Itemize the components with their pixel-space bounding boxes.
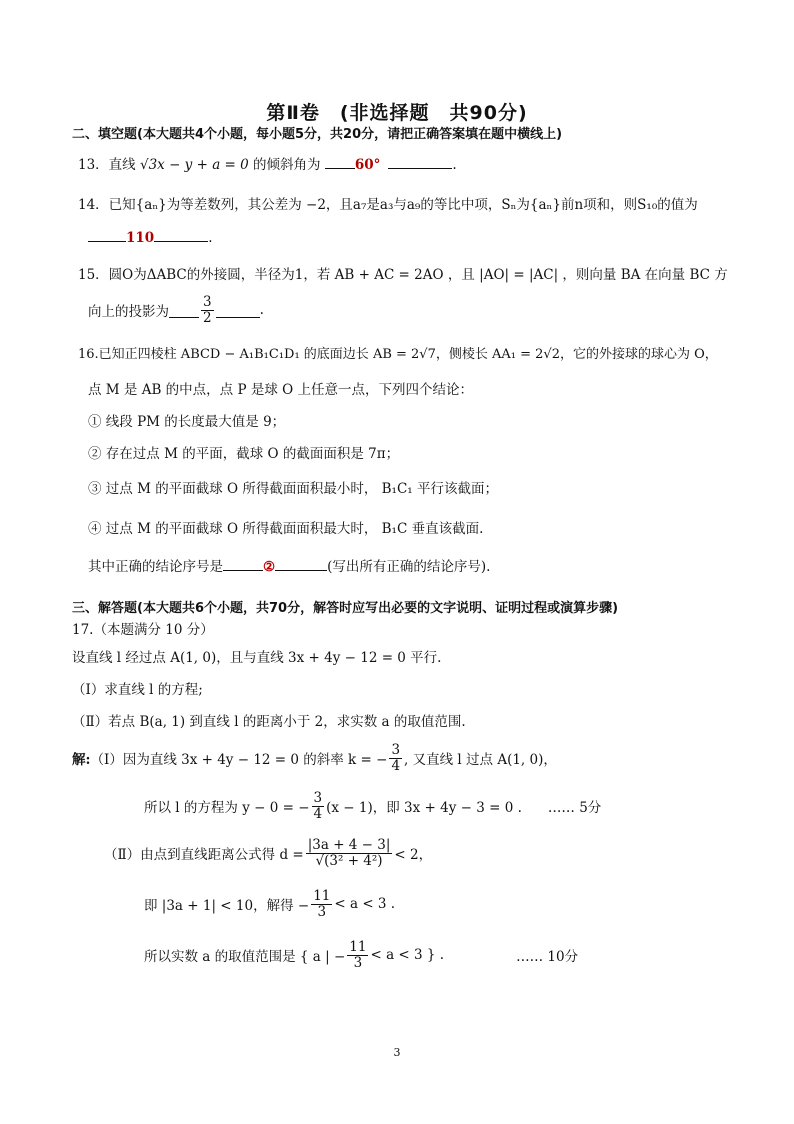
section-fill-in-header: 二、填空题(本大题共4个小题，每小题5分，共20分，请把正确答案填在题中横线上) xyxy=(72,127,563,142)
q15-prefix: 向上的投影为 xyxy=(88,304,169,320)
s2c-post: < a < 3 } . xyxy=(370,947,445,963)
q14-end: . xyxy=(208,230,213,246)
q13-suffix: 的倾斜角为 xyxy=(253,157,321,173)
s2b-post: < a < 3 . xyxy=(334,896,396,912)
q17-stem: 设直线 l 经过点 A(1, 0)，且与直线 3x + 4y − 12 = 0 平行. xyxy=(72,650,442,666)
question-13 xyxy=(78,153,457,173)
question-15-line1: 15．圆O为ΔABC的外接圆，半径为1，若 AB + AC = 2AO ，且 |AO| = |AC| ，则向量 BA 在向量 BC 方 xyxy=(78,267,728,283)
distance-fraction: $\frac{|3a + 4 - 3|}{\text{√(3² + 4²)}}$ xyxy=(307,836,391,869)
q16-answer: ② xyxy=(263,559,276,575)
solution-part1-line1 xyxy=(72,738,557,778)
q13-answer: 60° xyxy=(354,157,381,173)
q17-part-2: （Ⅱ）若点 B(a, 1) 到直线 l 的距离小于 2，求实数 a 的取值范围. xyxy=(72,714,466,730)
q16-final-prefix: 其中正确的结论序号是 xyxy=(88,559,223,575)
s1a-text: （Ⅰ）因为直线 3x + 4y − 12 = 0 的斜率 k = − xyxy=(90,752,388,768)
q16-final-suffix: (写出所有正确的结论序号). xyxy=(327,559,491,575)
question-14-line2 xyxy=(88,227,212,246)
s2a-prefix: （Ⅱ）由点到直线距离公式得 d = xyxy=(104,847,304,863)
score-5: …… 5分 xyxy=(547,800,602,816)
question-15-line2 xyxy=(88,290,264,330)
q15-answer-fraction: $\frac{3}{2}$ xyxy=(203,293,212,326)
score-10: …… 10分 xyxy=(516,949,579,965)
question-16-line2: 点 M 是 AB 的中点，点 P 是球 O 上任意一点，下列四个结论： xyxy=(88,382,473,398)
solution-part2-line2 xyxy=(144,884,395,924)
page-number: 3 xyxy=(393,1046,401,1059)
s1b-fraction: $\frac{3}{4}$ xyxy=(313,789,323,822)
slope-fraction: $\frac{3}{4}$ xyxy=(391,741,401,774)
q16-option-1: ① 线段 PM 的长度最大值是 9； xyxy=(88,414,286,430)
s1b-prefix: 所以 l 的方程为 y − 0 = − xyxy=(144,800,310,816)
s2b-fraction: $\frac{11}{3}$ xyxy=(313,887,331,920)
solution-part1-line2 xyxy=(144,786,601,826)
solution-part2-line1 xyxy=(104,830,432,876)
q16-option-4: ④ 过点 M 的平面截球 O 所得截面面积最大时， B₁C 垂直该截面. xyxy=(88,521,484,537)
q15-end: . xyxy=(259,302,264,318)
s2b-prefix: 即 |3a + 1| < 10，解得 − xyxy=(144,898,310,914)
solution-label: 解: xyxy=(72,752,91,768)
s2c-fraction: $\frac{11}{3}$ xyxy=(349,938,367,971)
q16-final-line xyxy=(88,555,490,575)
s2a-post: < 2， xyxy=(394,847,433,863)
q14-answer: 110 xyxy=(126,230,155,246)
s1b-post: (x − 1)，即 3x + 4y − 3 = 0 . xyxy=(326,800,522,816)
page-title: 第Ⅱ卷 (非选择题 共90分) xyxy=(266,102,528,124)
q16-option-3: ③ 过点 M 的平面截球 O 所得截面面积最小时， B₁C₁ 平行该截面； xyxy=(88,481,499,497)
q16-option-2: ② 存在过点 M 的平面，截球 O 的截面面积是 7π； xyxy=(88,446,400,462)
question-16-line1: 16.已知正四棱柱 ABCD − A₁B₁C₁D₁ 的底面边长 AB = 2√7，侧棱长 AA₁ = 2√2，它的外接球的球心为 O， xyxy=(78,347,718,362)
section-answer-header: 三、解答题(本大题共6个小题，共70分，解答时应写出必要的文字说明、证明过程或演算步骤) xyxy=(72,601,619,616)
q13-equation: √3x − y + a = 0 xyxy=(139,157,249,173)
q17-head: 17.（本题满分 10 分） xyxy=(72,622,214,638)
solution-part2-line3 xyxy=(144,934,578,976)
q13-end: . xyxy=(452,157,457,173)
q13-prefix: 13．直线 xyxy=(78,157,136,173)
q17-part-1: （Ⅰ）求直线 l 的方程; xyxy=(72,682,203,698)
s2c-prefix: 所以实数 a 的取值范围是 { a | − xyxy=(144,949,346,965)
question-14-line1: 14．已知{aₙ}为等差数列，其公差为 −2，且a₇是a₃与a₉的等比中项，Sₙ为{aₙ}前n项和，则S₁₀的值为 xyxy=(78,197,698,213)
s1a-post: , 又直线 l 过点 A(1, 0)， xyxy=(404,752,557,768)
